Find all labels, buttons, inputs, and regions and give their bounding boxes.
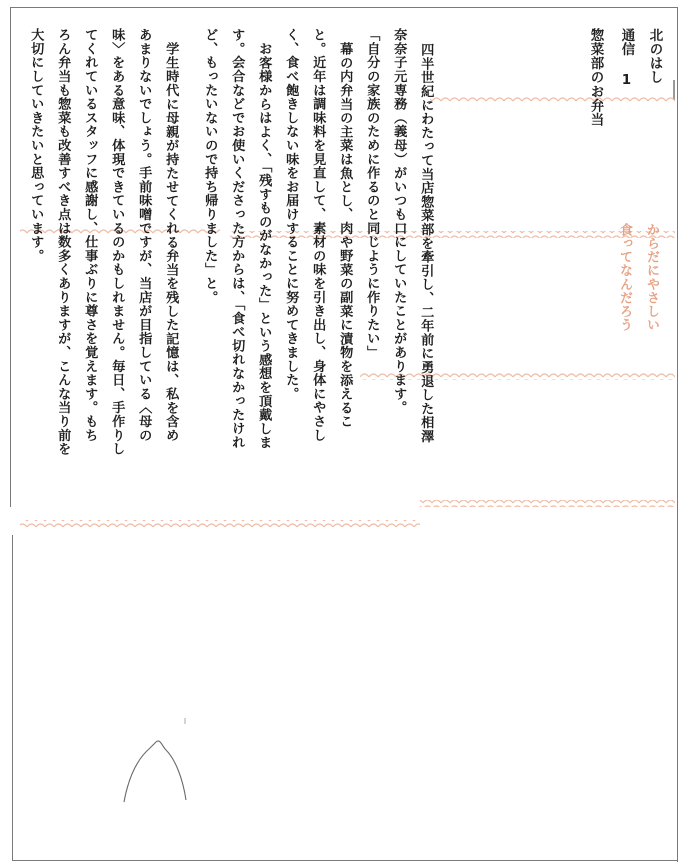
body-line-7: お客様からはよく、「残すものがなかった」という感想を頂戴しま [256,42,272,450]
tagline-line-1: からだにやさしい [644,223,659,332]
body-line-11: あまりないでしょう。手前味噌ですが、当店が目指している〈母の [136,28,152,442]
tagline-line-2: 食ってなんだろう [617,223,632,332]
body-line-5: と。近年は調味料を見直して、素材の味を引き出し、身体にやさし [310,28,326,442]
body-line-13: てくれているスタッフに感謝し、仕事ぶりに尊さを覚えます。もち [82,28,98,442]
body-line-6: く、食べ飽きしない味をお届けすることに努めてきました。 [283,28,299,401]
header-store-name: 北のはし [646,28,663,85]
body-line-3: 「自分の家族のために作るのと同じように作りたい」 [364,28,380,360]
body-line-9: ど、もったいないので持ち帰りました」と。 [202,28,218,304]
body-line-4: 幕の内弁当の主菜は魚とし、肉や野菜の副菜に漬物を添えるこ [337,42,353,429]
body-line-14: ろん弁当も惣菜も改善すべき点は数多くありますが、こんな当り前を [55,28,71,456]
body-line-12: 味〉をある意味、体現できているのかもしれません。毎日、手作りし [109,28,125,456]
body-line-10: 学生時代に母親が持たせてくれる弁当を残した記憶は、私を含め [163,42,179,443]
header-issue-number: 1 [618,72,635,89]
header-issue-label: 通信 [618,28,635,57]
header-title: 惣菜部のお弁当 [587,28,604,127]
body-line-1: 四半世紀にわたって当店惣菜部を牽引し、二年前に勇退した相澤 [418,43,434,444]
body-line-8: す。会合などでお使いくださった方からは、「食べ切れなかったけれ [229,28,245,450]
body-line-15: 大切にしていきたいと思っています。 [28,28,44,263]
body-line-2: 奈奈子元専務（義母）がいつも口にしていたことがあります。 [391,28,407,415]
